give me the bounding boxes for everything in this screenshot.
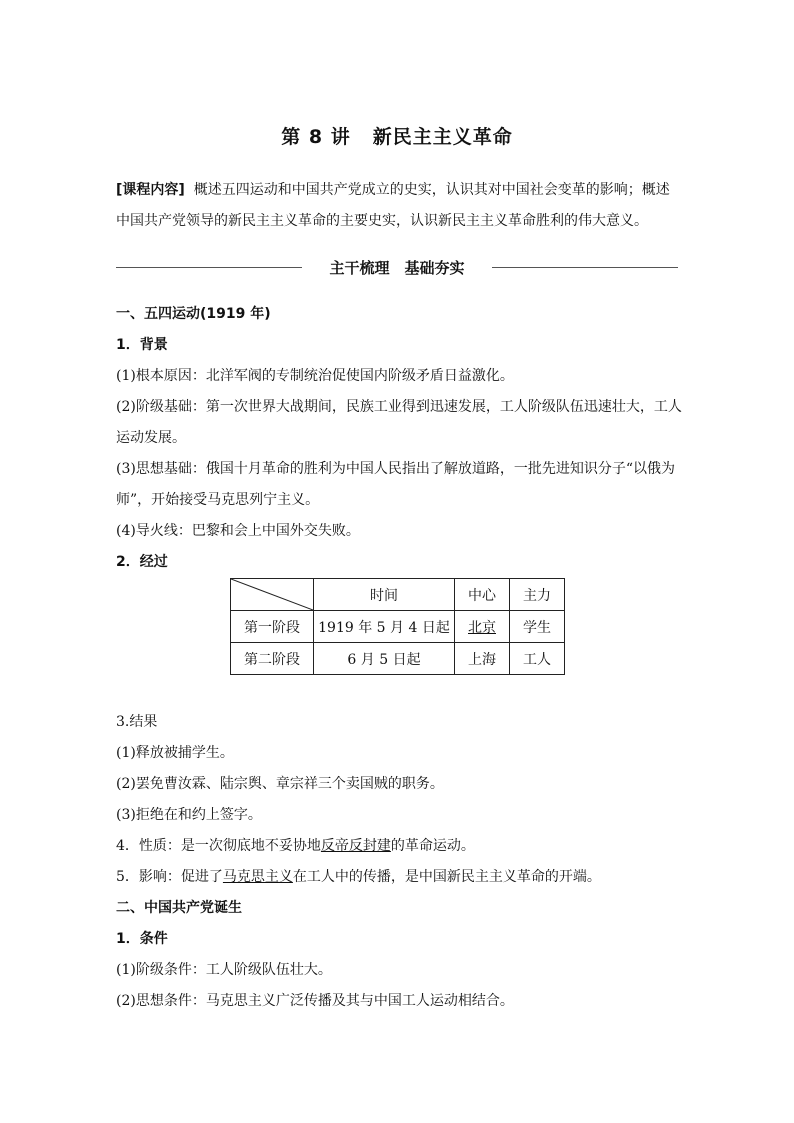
header-time: 时间	[314, 579, 455, 611]
impact-suffix: 在工人中的传播，是中国新民主主义革命的开端。	[292, 869, 601, 885]
header-center: 中心	[455, 579, 510, 611]
impact-prefix: 5．影响：促进了	[116, 869, 223, 885]
background-root-cause: (1)根本原因：北洋军阀的专制统治促使国内阶级矛盾日益激化。	[116, 368, 514, 384]
conditions-heading: 1．条件	[116, 931, 168, 947]
result-item-1: (1)释放被捕学生。	[116, 745, 234, 761]
result-heading: 3.结果	[116, 714, 158, 730]
force-cell: 学生	[510, 611, 565, 643]
time-cell: 6 月 5 日起	[314, 643, 455, 675]
time-cell: 1919 年 5 月 4 日起	[314, 611, 455, 643]
background-heading: 1．背景	[116, 337, 168, 353]
process-heading: 2．经过	[116, 554, 168, 570]
table-corner-cell	[231, 579, 314, 611]
nature-line	[116, 836, 682, 856]
section-divider	[116, 255, 678, 281]
background-trigger: (4)导火线：巴黎和会上中国外交失败。	[116, 523, 360, 539]
page-title	[0, 122, 794, 149]
course-content-line2: 中国共产党领导的新民主主义革命的主要史实，认识新民主主义革命胜利的伟大意义。	[116, 213, 648, 229]
condition-ideology: (2)思想条件：马克思主义广泛传播及其与中国工人运动相结合。	[116, 993, 514, 1009]
course-content	[116, 175, 682, 237]
table-row	[231, 643, 565, 675]
divider-label: 主干梳理 基础夯实	[329, 259, 465, 277]
stage-cell: 第二阶段	[231, 643, 314, 675]
process-table	[230, 578, 565, 675]
section-heading-cpc: 二、中国共产党诞生	[116, 900, 242, 916]
background-class-basis-line2: 运动发展。	[116, 430, 186, 446]
course-content-line1: 概述五四运动和中国共产党成立的史实，认识其对中国社会变革的影响；概述	[193, 182, 670, 198]
result-item-3: (3)拒绝在和约上签字。	[116, 807, 262, 823]
background-ideology-line2: 师”，开始接受马克思列宁主义。	[116, 492, 320, 508]
impact-underlined: 马克思主义	[222, 869, 293, 885]
impact-line	[116, 867, 682, 887]
table-row	[231, 611, 565, 643]
nature-underlined: 反帝反封建	[320, 838, 391, 854]
background-ideology-line1: (3)思想基础：俄国十月革命的胜利为中国人民指出了解放道路，一批先进知识分子“以俄为	[116, 461, 675, 477]
lesson-number: 第 8 讲	[281, 126, 351, 148]
section-heading-may-fourth: 一、五四运动(1919 年)	[116, 306, 271, 322]
force-cell: 工人	[510, 643, 565, 675]
center-value: 北京	[468, 619, 496, 636]
diagonal-line	[231, 579, 313, 610]
nature-prefix: 4．性质：是一次彻底地不妥协地	[116, 838, 321, 854]
stage-cell: 第一阶段	[231, 611, 314, 643]
divider-line-right	[492, 267, 678, 268]
course-content-tag: [课程内容]	[116, 182, 185, 198]
header-force: 主力	[510, 579, 565, 611]
result-item-2: (2)罢免曹汝霖、陆宗舆、章宗祥三个卖国贼的职务。	[116, 776, 444, 792]
divider-line-left	[116, 267, 302, 268]
background-class-basis-line1: (2)阶级基础：第一次世界大战期间，民族工业得到迅速发展，工人阶级队伍迅速壮大，工人	[116, 399, 682, 415]
center-cell: 上海	[455, 643, 510, 675]
lesson-topic: 新民主主义革命	[372, 126, 513, 148]
condition-class: (1)阶级条件：工人阶级队伍壮大。	[116, 962, 332, 978]
nature-suffix: 的革命运动。	[390, 838, 475, 854]
center-cell	[455, 611, 510, 643]
table-header-row	[231, 579, 565, 611]
